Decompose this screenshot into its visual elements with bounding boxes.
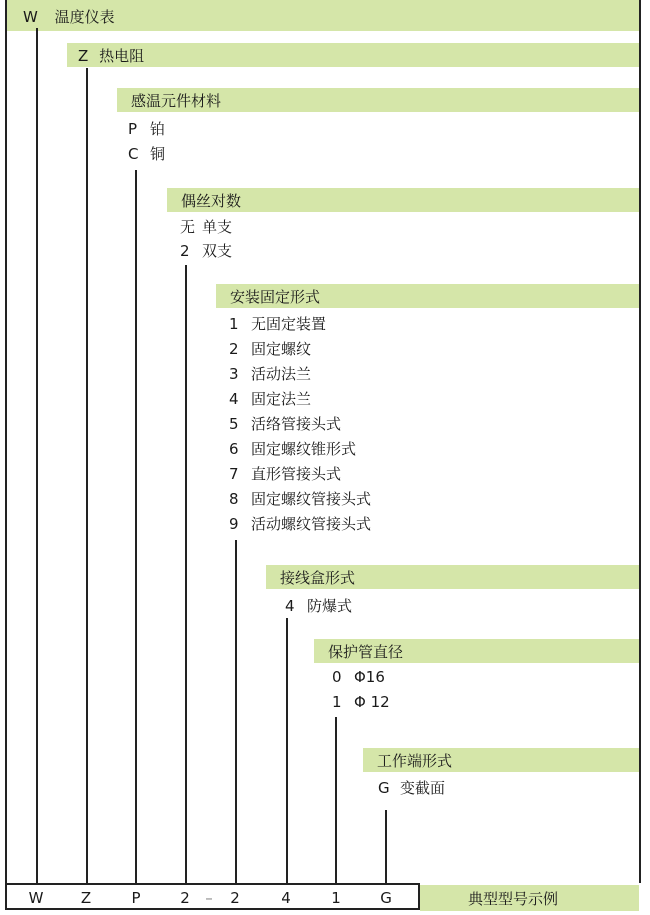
option-code: 7 [229,465,239,483]
tube-diameter-header [314,639,639,663]
option-code: 5 [229,415,239,433]
option-code: 4 [285,597,295,615]
option-label: Φ 12 [354,693,390,711]
left-border [5,0,7,910]
type-label: 热电阻 [99,47,145,65]
option-label: 直形管接头式 [251,465,342,483]
option-code: 6 [229,440,239,458]
option-code: 0 [332,668,342,686]
option-row [180,240,232,261]
option-label: 固定螺纹锥形式 [251,440,357,458]
option-label: 固定螺纹管接头式 [251,490,372,508]
example-code: W [28,889,44,907]
sensor-material-title: 感温元件材料 [131,92,222,110]
option-label: 单支 [202,218,233,236]
option-row [378,777,445,798]
connector-line [86,68,88,884]
option-row [229,338,311,359]
connector-line [286,618,288,884]
option-row [229,363,311,384]
type-code: Z [78,47,89,65]
example-code: 1 [331,889,341,907]
header-label: 温度仪表 [54,8,115,26]
type-bar [67,43,639,67]
option-code: 2 [229,340,239,358]
option-label: 活络管接头式 [251,415,342,433]
connector-line [36,28,38,884]
junction-box-header [266,565,639,589]
example-separator: – [205,889,213,907]
header-code: W [23,8,38,26]
example-code: 2 [180,889,190,907]
option-code: 无 [180,218,196,236]
option-row [229,513,371,534]
option-row [332,693,390,711]
top-band [5,0,640,5]
option-row [332,668,385,686]
connector-line [135,170,137,884]
example-code: 4 [281,889,291,907]
option-row [229,488,371,509]
option-code: P [128,120,138,138]
option-label: 固定法兰 [251,390,312,408]
right-border [639,0,641,883]
example-code: Z [80,889,92,907]
option-label: 变截面 [400,779,446,797]
work-end-header [363,748,639,772]
option-code: 1 [332,693,342,711]
option-label: Φ16 [354,668,385,686]
option-row [229,463,341,484]
sensor-material-header [117,88,639,112]
option-code: 3 [229,365,239,383]
option-code: 8 [229,490,239,508]
option-code: G [378,779,390,797]
example-caption: 典型型号示例 [468,890,559,908]
junction-box-title: 接线盒形式 [280,569,356,587]
connector-line [185,265,187,884]
option-code: 1 [229,315,239,333]
example-caption-bar [420,885,639,911]
option-label: 无固定装置 [251,315,327,333]
option-row [229,413,341,434]
mounting-title: 安装固定形式 [230,288,321,306]
header-row [23,6,115,27]
option-row [180,216,232,237]
option-label: 铂 [150,120,166,138]
option-row [128,118,165,139]
option-row [285,595,352,616]
option-label: 双支 [202,242,233,260]
option-code: 2 [180,242,190,260]
connector-line [235,540,237,884]
example-code: 2 [230,889,240,907]
option-code: 4 [229,390,239,408]
option-code: 9 [229,515,239,533]
option-row [229,388,311,409]
mounting-header [216,284,639,308]
couple-count-header [167,188,639,212]
option-label: 固定螺纹 [251,340,312,358]
option-row [229,438,356,459]
option-row [229,313,326,334]
option-label: 防爆式 [307,597,353,615]
option-label: 活动法兰 [251,365,312,383]
work-end-title: 工作端形式 [377,752,453,770]
example-code: G [380,889,392,907]
tube-diameter-title: 保护管直径 [328,643,404,661]
option-row [128,143,165,164]
connector-line [385,810,387,884]
couple-count-title: 偶丝对数 [181,192,242,210]
option-label: 铜 [150,145,166,163]
example-code: P [131,889,141,907]
connector-line [335,717,337,884]
option-code: C [128,145,139,163]
option-label: 活动螺纹管接头式 [251,515,372,533]
